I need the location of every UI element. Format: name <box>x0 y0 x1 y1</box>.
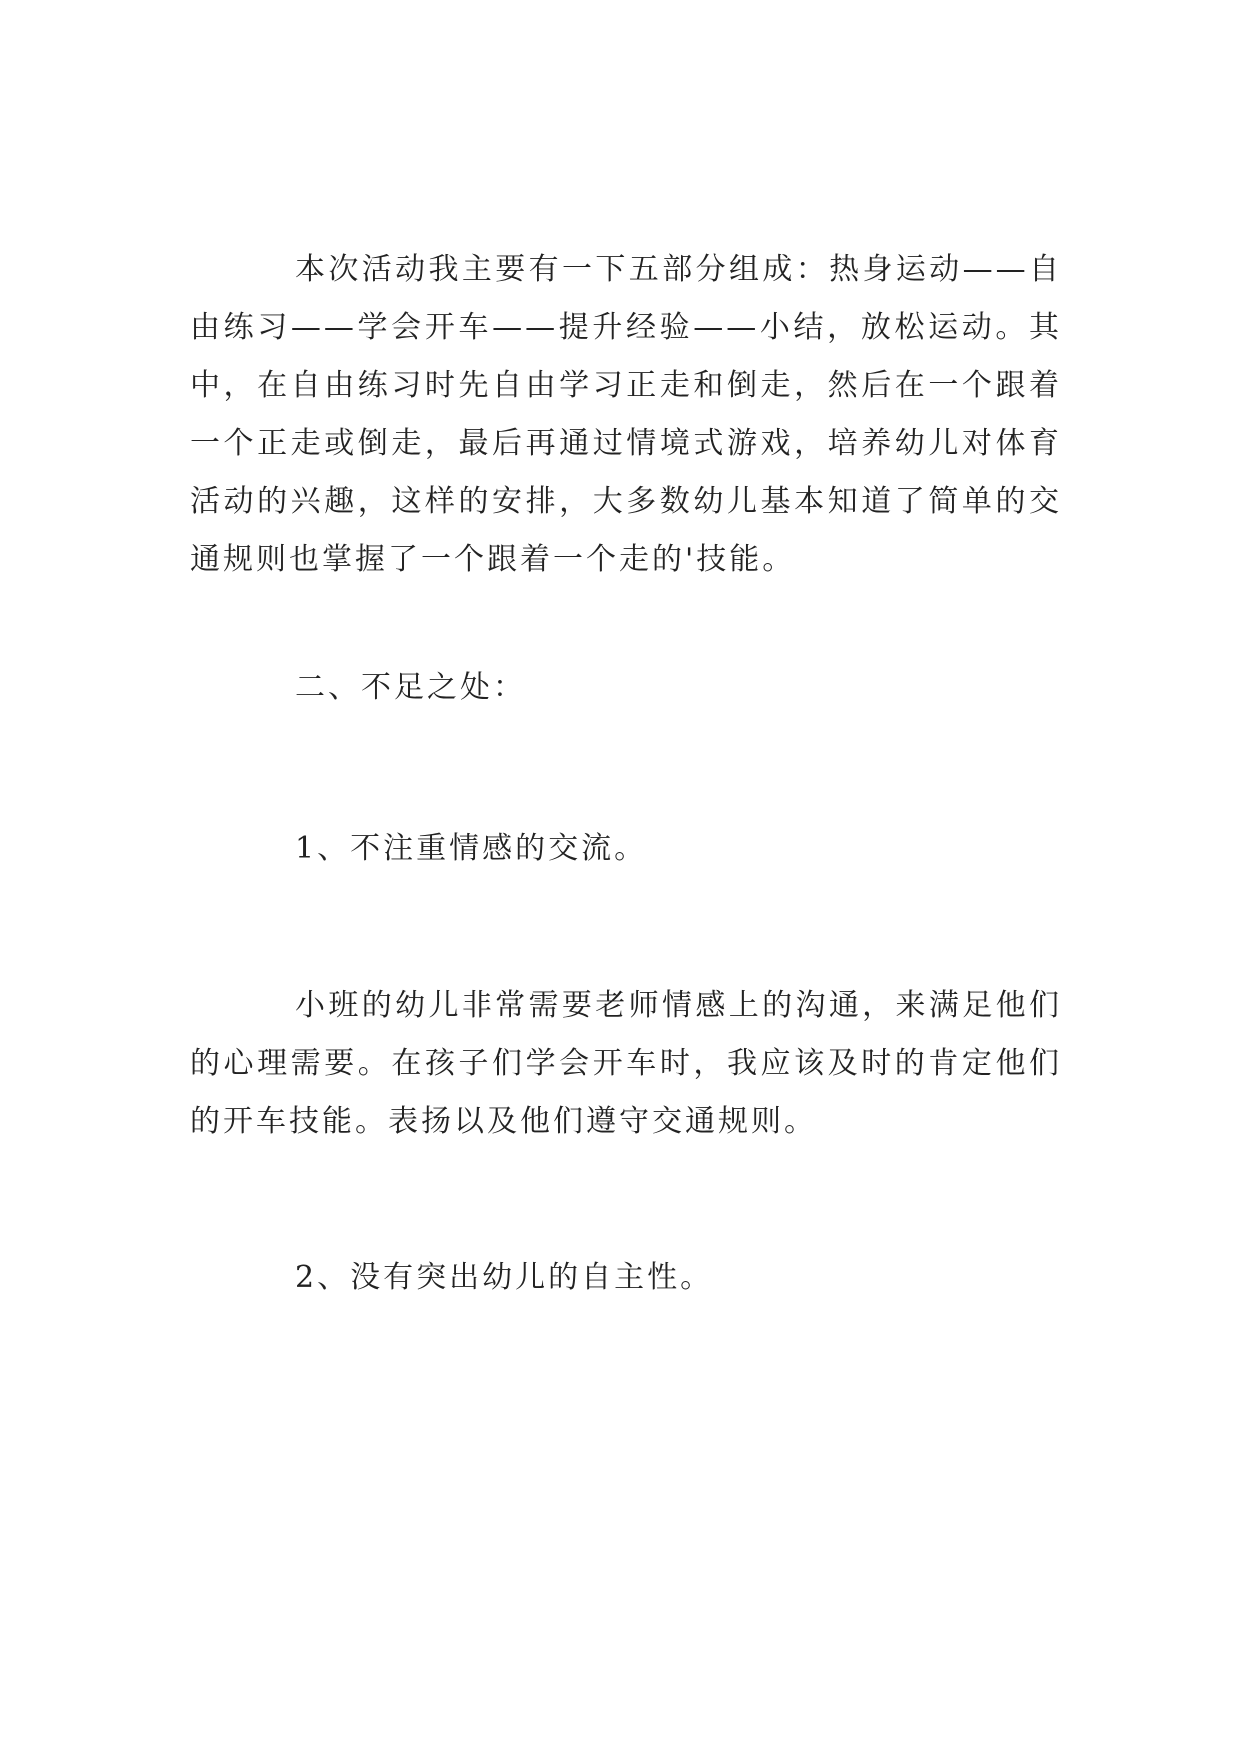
list-item-child-autonomy: 2、没有突出幼儿的自主性。 <box>295 1260 714 1295</box>
list-item-emotional-communication: 1、不注重情感的交流。 <box>295 831 648 866</box>
paragraph-emotional-communication: 小班的幼儿非常需要老师情感上的沟通，来满足他们的心理需要。在孩子们学会开车时，我应该及时的肯定他们的开车技能。表扬以及他们遵守交通规则。 <box>190 988 1062 1139</box>
section-heading-shortcomings: 二、不足之处： <box>295 670 526 705</box>
paragraph-activity-structure: 本次活动我主要有一下五部分组成：热身运动——自由练习——学会开车——提升经验——小结，放松运动。其中，在自由练习时先自由学习正走和倒走，然后在一个跟着一个正走或倒走，最后再通过情境式游戏，培养幼儿对体育活动的兴趣，这样的安排，大多数幼儿基本知道了简单的交通规则也掌握了一个跟着一个走的'技能。 <box>190 252 1062 577</box>
